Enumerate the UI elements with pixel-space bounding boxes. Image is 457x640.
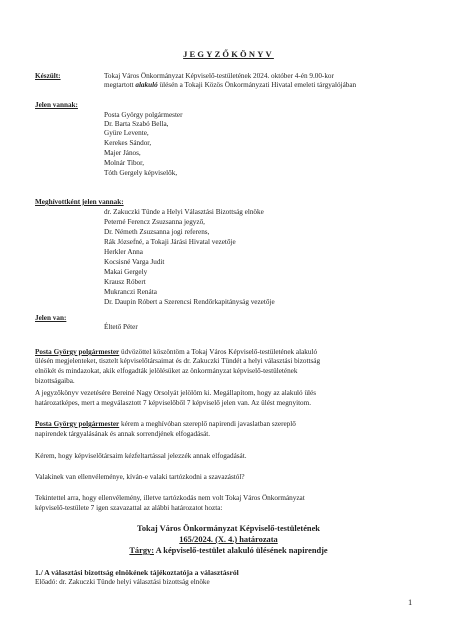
agenda-item-1: 1./ A választási bizottság elnökének tájékoztatója a választásról <box>35 568 239 577</box>
guest-item: Kocsisné Varga Judit <box>104 258 165 266</box>
opening-paragraph-line-3: elnökét és mindazokat, akik elfogadták jelölésüket az önkormányzat képviselő-testületének <box>35 367 298 375</box>
agenda-request-line-2: napirendek tárgyalásának és annak sorrendjének elfogadását. <box>35 430 211 438</box>
keszult-label: Készült: <box>35 72 61 80</box>
resolution-subject: Tárgy: A képviselő-testület alakuló ülésének napirendje <box>129 546 328 555</box>
agenda-request-line-1: Posta György polgármester kérem a meghívóban szereplő napirendi javaslatban szereplő <box>35 420 296 428</box>
member-item: Tóth Gergely képviselők, <box>104 169 178 177</box>
minutes-paragraph-line-2: határozatképes, mert a megválasztott 7 képviselőből 7 képviselő jelen van. Az ülést megnyitom. <box>35 399 312 407</box>
member-item: Posta György polgármester <box>104 111 183 119</box>
opening-paragraph-line-1: Posta György polgármester üdvözöttel köszöntöm a Tokaj Város Képviselő-testületének alakuló <box>35 348 318 356</box>
minutes-paragraph-line-1: A jegyzőkönyv vezetésére Bereiné Nagy Orsolyát jelölöm ki. Megállapítom, hogy az alakuló ülés <box>35 389 317 397</box>
guest-item: Mukranczi Renáta <box>104 288 157 296</box>
jelen-van-label: Jelen van: <box>35 314 67 322</box>
objection-question-paragraph: Valakinek van ellenvéleménye, kíván-e valaki tartózkodni a szavazástól? <box>35 473 245 481</box>
guest-item: Krausz Róbert <box>104 278 146 286</box>
keszult-line-1: Tokaj Város Önkormányzat Képviselő-testületének 2024. október 4-én 9.00-kor <box>104 72 334 80</box>
guest-item: Dr. Daupin Róbert a Szerencsi Rendőrkapitányság vezetője <box>104 298 275 306</box>
member-item: Kerekes Sándor, <box>104 139 152 147</box>
jelen-vannak-label: Jelen vannak: <box>35 101 78 109</box>
vote-request-paragraph: Kérem, hogy képviselőtársaim kézfeltartással jelezzék annak elfogadását. <box>35 452 247 460</box>
meghivottkent-label: Meghívottként jelen vannak: <box>35 198 124 206</box>
guest-item: Herkler Anna <box>104 248 143 256</box>
opening-paragraph-line-4: bizottságaiba. <box>35 377 75 385</box>
resolution-body: Tokaj Város Önkormányzat Képviselő-testületének <box>137 524 320 533</box>
present-item: Éltető Péter <box>104 323 138 331</box>
guest-item: Rák Józsefné, a Tokaji Járási Hivatal vezetője <box>104 238 236 246</box>
speaker-name: Posta György polgármester <box>35 348 120 356</box>
speaker-name: Posta György polgármester <box>35 420 120 428</box>
document-title: JEGYZŐKÖNYV <box>183 49 274 59</box>
guest-item: Makai Gergely <box>104 268 148 276</box>
opening-paragraph-line-2: ülésén megjelenteket, tisztelt képviselőtársaimat és dr. Zakuczki Tündét a helyi választási bizottság <box>35 357 321 365</box>
member-item: Molnár Tibor, <box>104 159 145 167</box>
member-item: Majer János, <box>104 149 141 157</box>
agenda-item-1-presenter: Előadó: dr. Zakuczki Tünde helyi választási bizottság elnöke <box>35 578 210 586</box>
alakulo-emphasis: alakuló <box>135 81 158 89</box>
decision-paragraph-line-2: képviselő-testülete 7 igen szavazattal az alábbi határozatot hozta: <box>35 504 223 512</box>
page-number: 1 <box>408 597 413 607</box>
member-item: Gyüre Levente, <box>104 129 149 137</box>
guest-item: Peterné Ferencz Zsuzsanna jegyző, <box>104 218 205 226</box>
guest-item: dr. Zakuczki Tünde a Helyi Választási Bizottság elnöke <box>104 208 264 216</box>
guest-item: Dr. Németh Zsuzsanna jogi referens, <box>104 228 210 236</box>
resolution-number: 165/2024. (X. 4.) határozata <box>179 535 278 544</box>
member-item: Dr. Barta Szabó Bella, <box>104 120 169 128</box>
keszult-line-2: megtartott alakuló ülésén a Tokaji Közös Önkormányzati Hivatal emeleti tárgyalójában <box>104 81 357 89</box>
decision-paragraph-line-1: Tekintettel arra, hogy ellenvélemény, illetve tartózkodás nem volt Tokaj Város Önkormányzat <box>35 494 305 502</box>
